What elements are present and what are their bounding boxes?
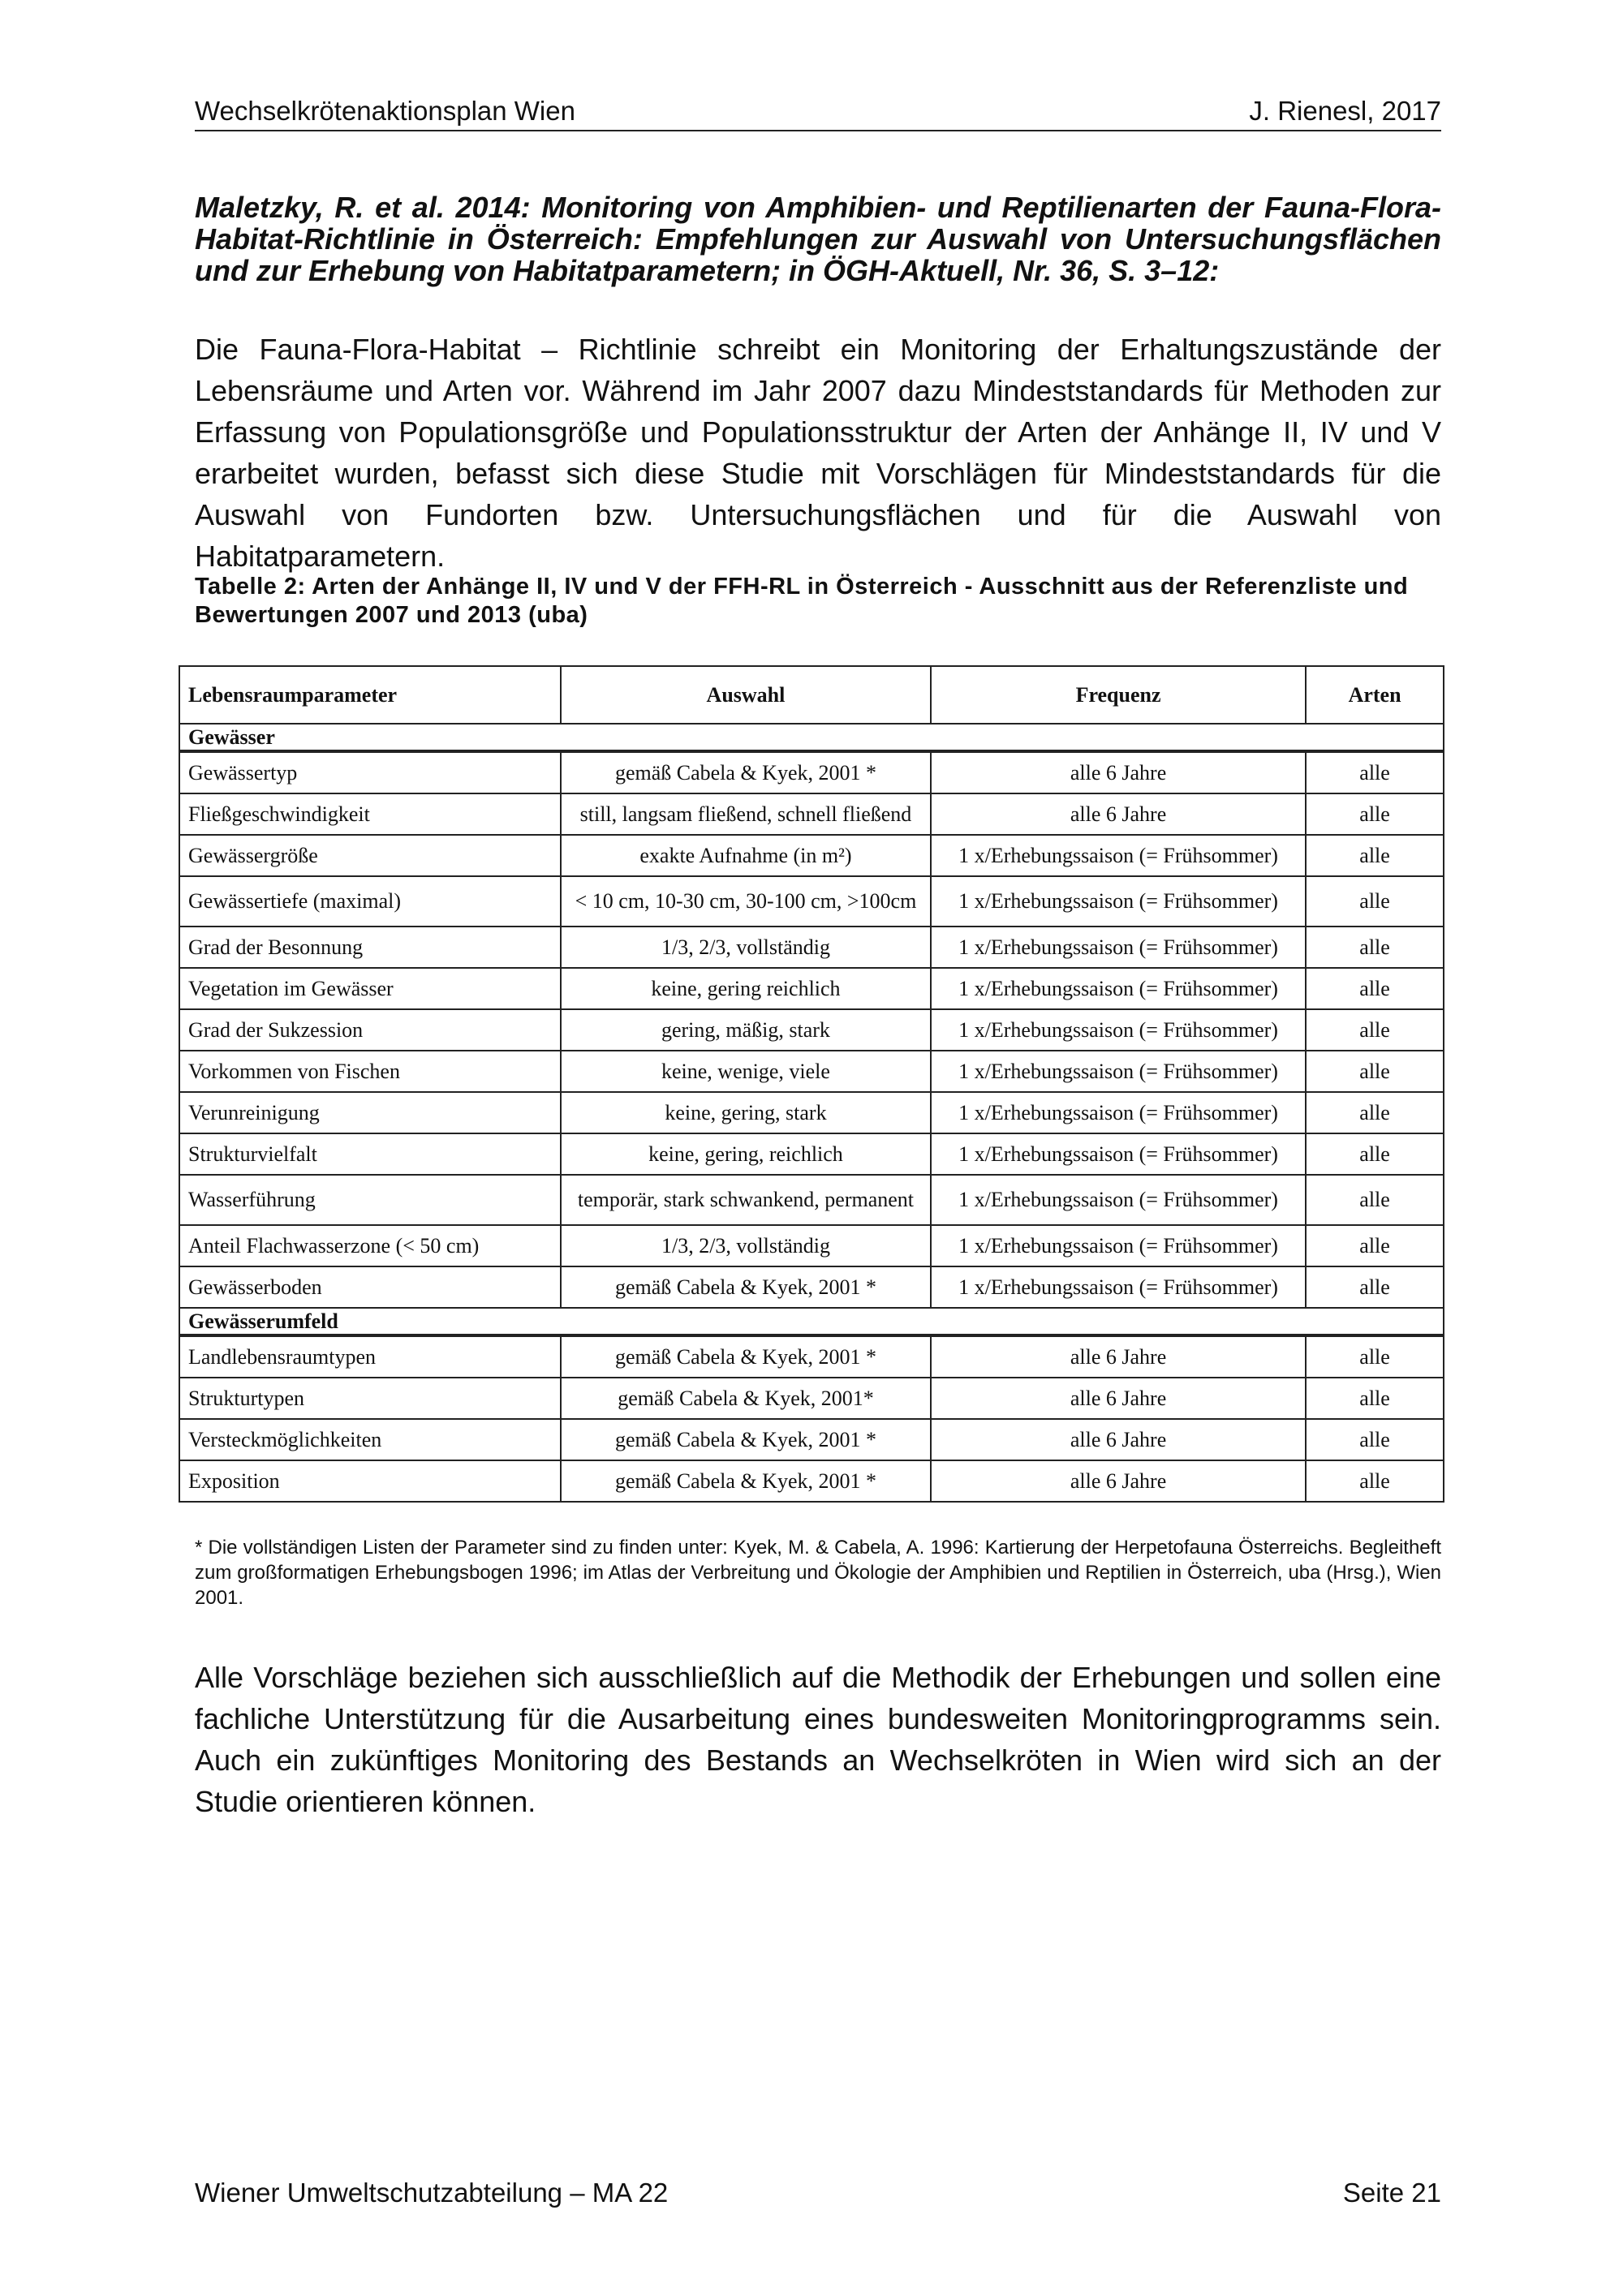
table-cell: alle [1306, 1419, 1444, 1460]
table-row [179, 1133, 1444, 1175]
column-header: Frequenz [931, 666, 1306, 724]
table-cell: Landlebensraumtypen [179, 1335, 561, 1378]
table-cell: 1 x/Erhebungssaison (= Frühsommer) [931, 876, 1306, 927]
table-cell: 1 x/Erhebungssaison (= Frühsommer) [931, 1225, 1306, 1266]
table-cell: Grad der Besonnung [179, 927, 561, 968]
table-cell: 1/3, 2/3, vollständig [561, 1225, 931, 1266]
table-row [179, 1266, 1444, 1308]
paragraph-2: Alle Vorschläge beziehen sich ausschließlich auf die Methodik der Erhebungen und sollen eine fachliche Unterstützung für die Ausarbeitung eines bundesweiten Monitoringprogramms sein. Auch ein zukünftiges Monitoring des Bestands an Wechselkröten in Wien wird sich an der Studie orientieren können. [195, 1661, 1441, 1818]
table-cell: 1 x/Erhebungssaison (= Frühsommer) [931, 927, 1306, 968]
table-row [179, 1092, 1444, 1133]
table-cell: alle [1306, 1266, 1444, 1308]
table-cell: gemäß Cabela & Kyek, 2001 * [561, 751, 931, 793]
table-cell: Gewässergröße [179, 835, 561, 876]
table-row [179, 1335, 1444, 1378]
table-cell: alle 6 Jahre [931, 1460, 1306, 1502]
table-cell: 1 x/Erhebungssaison (= Frühsommer) [931, 1009, 1306, 1051]
table-cell: Exposition [179, 1460, 561, 1502]
table-cell: alle 6 Jahre [931, 1378, 1306, 1419]
table-cell: alle [1306, 1175, 1444, 1225]
table-cell: 1 x/Erhebungssaison (= Frühsommer) [931, 968, 1306, 1009]
page-header [195, 96, 1441, 131]
table-row [179, 1009, 1444, 1051]
table-row [179, 1225, 1444, 1266]
table-cell: 1 x/Erhebungssaison (= Frühsommer) [931, 835, 1306, 876]
table-cell: alle [1306, 927, 1444, 968]
table-cell: Versteckmöglichkeiten [179, 1419, 561, 1460]
page-footer [195, 2178, 1441, 2208]
table-row [179, 968, 1444, 1009]
table-cell: alle 6 Jahre [931, 793, 1306, 835]
table-cell: alle [1306, 1092, 1444, 1133]
table-cell: keine, gering, reichlich [561, 1133, 931, 1175]
table-cell: alle [1306, 1335, 1444, 1378]
table-row [179, 876, 1444, 927]
table-cell: Strukturvielfalt [179, 1133, 561, 1175]
header-doc-title: Wechselkrötenaktionsplan Wien [195, 96, 575, 126]
section-label: Gewässer [179, 724, 1444, 751]
table-row [179, 751, 1444, 793]
table-row [179, 1378, 1444, 1419]
table-row [179, 793, 1444, 835]
table-cell: temporär, stark schwankend, permanent [561, 1175, 931, 1225]
reference-title: Maletzky, R. et al. 2014: Monitoring von Amphibien- und Reptilienarten der Fauna-Flora-Habitat-Richtlinie in Österreich: Empfehlungen zur Auswahl von Untersuchungsflächen und zur Erhebung von Habitatparametern; in ÖGH-Aktuell, Nr. 36, S. 3–12: [195, 191, 1441, 287]
table-cell: Strukturtypen [179, 1378, 561, 1419]
table-cell: Vorkommen von Fischen [179, 1051, 561, 1092]
section-row [179, 724, 1444, 751]
table-cell: Gewässertiefe (maximal) [179, 876, 561, 927]
page-number: Seite 21 [1342, 2178, 1441, 2208]
table-cell: gemäß Cabela & Kyek, 2001 * [561, 1335, 931, 1378]
table-cell: 1 x/Erhebungssaison (= Frühsommer) [931, 1051, 1306, 1092]
table-cell: gemäß Cabela & Kyek, 2001 * [561, 1460, 931, 1502]
table-row [179, 1175, 1444, 1225]
table-cell: alle [1306, 835, 1444, 876]
table-cell: still, langsam fließend, schnell fließend [561, 793, 931, 835]
table-cell: Fließgeschwindigkeit [179, 793, 561, 835]
habitat-parameter-table [179, 665, 1444, 1503]
table-row [179, 1051, 1444, 1092]
table-cell: 1 x/Erhebungssaison (= Frühsommer) [931, 1266, 1306, 1308]
table-cell: alle 6 Jahre [931, 1419, 1306, 1460]
table-cell: Gewässertyp [179, 751, 561, 793]
table-cell: alle [1306, 968, 1444, 1009]
column-header: Lebensraumparameter [179, 666, 561, 724]
table-cell: gemäß Cabela & Kyek, 2001 * [561, 1419, 931, 1460]
column-header: Auswahl [561, 666, 931, 724]
table-cell: 1 x/Erhebungssaison (= Frühsommer) [931, 1175, 1306, 1225]
section-row [179, 1308, 1444, 1335]
table-cell: alle 6 Jahre [931, 1335, 1306, 1378]
table-cell: gemäß Cabela & Kyek, 2001 * [561, 1266, 931, 1308]
table-cell: 1 x/Erhebungssaison (= Frühsommer) [931, 1092, 1306, 1133]
table-cell: gering, mäßig, stark [561, 1009, 931, 1051]
column-header: Arten [1306, 666, 1444, 724]
footnote: * Die vollständigen Listen der Parameter sind zu finden unter: Kyek, M. & Cabela, A. 1996: Kartierung der Herpetofauna Österreichs. Begleitheft zum großformatigen Erhebungsbogen 1996; im Atlas der Verbreitung und Ökologie der Amphibien und Reptilien in Österreich, uba (Hrsg.), Wien 2001. [195, 1537, 1441, 1609]
table-cell: gemäß Cabela & Kyek, 2001* [561, 1378, 931, 1419]
table-cell: alle [1306, 1009, 1444, 1051]
table-cell: Grad der Sukzession [179, 1009, 561, 1051]
table-cell: Anteil Flachwasserzone (< 50 cm) [179, 1225, 561, 1266]
table-cell: alle [1306, 1225, 1444, 1266]
table-cell: < 10 cm, 10-30 cm, 30-100 cm, >100cm [561, 876, 931, 927]
table-cell: alle [1306, 751, 1444, 793]
table-cell: 1/3, 2/3, vollständig [561, 927, 931, 968]
table-row [179, 927, 1444, 968]
table-cell: alle [1306, 1460, 1444, 1502]
table-row [179, 1419, 1444, 1460]
table-cell: keine, gering, stark [561, 1092, 931, 1133]
footer-organization: Wiener Umweltschutzabteilung – MA 22 [195, 2178, 669, 2208]
table-cell: keine, gering reichlich [561, 968, 931, 1009]
table-row [179, 1460, 1444, 1502]
table-cell: alle [1306, 793, 1444, 835]
table-cell: alle [1306, 1133, 1444, 1175]
table-cell: Verunreinigung [179, 1092, 561, 1133]
paragraph-1: Die Fauna-Flora-Habitat – Richtlinie schreibt ein Monitoring der Erhaltungszustände der Lebensräume und Arten vor. Während im Jahr 2007 dazu Mindeststandards für Methoden zur Erfassung von Populationsgröße und Populationsstruktur der Arten der Anhänge II, IV und V erarbeitet wurden, befasst sich diese Studie mit Vorschlägen für Mindeststandards für die Auswahl von Fundorten bzw. Untersuchungsflächen und für die Auswahl von Habitatparametern. [195, 333, 1441, 573]
table-cell: alle [1306, 876, 1444, 927]
section-label: Gewässerumfeld [179, 1308, 1444, 1335]
table-cell: Gewässerboden [179, 1266, 561, 1308]
table-cell: keine, wenige, viele [561, 1051, 931, 1092]
table-cell: exakte Aufnahme (in m²) [561, 835, 931, 876]
table-cell: alle [1306, 1378, 1444, 1419]
table-caption: Tabelle 2: Arten der Anhänge II, IV und V der FFH-RL in Österreich - Ausschnitt aus der Referenzliste und Bewertungen 2007 und 2013 (uba) [195, 574, 1409, 628]
header-author: J. Rienesl, 2017 [1249, 96, 1441, 126]
table-cell: alle 6 Jahre [931, 751, 1306, 793]
table-cell: 1 x/Erhebungssaison (= Frühsommer) [931, 1133, 1306, 1175]
table-cell: Wasserführung [179, 1175, 561, 1225]
table-cell: alle [1306, 1051, 1444, 1092]
table-row [179, 835, 1444, 876]
table-cell: Vegetation im Gewässer [179, 968, 561, 1009]
